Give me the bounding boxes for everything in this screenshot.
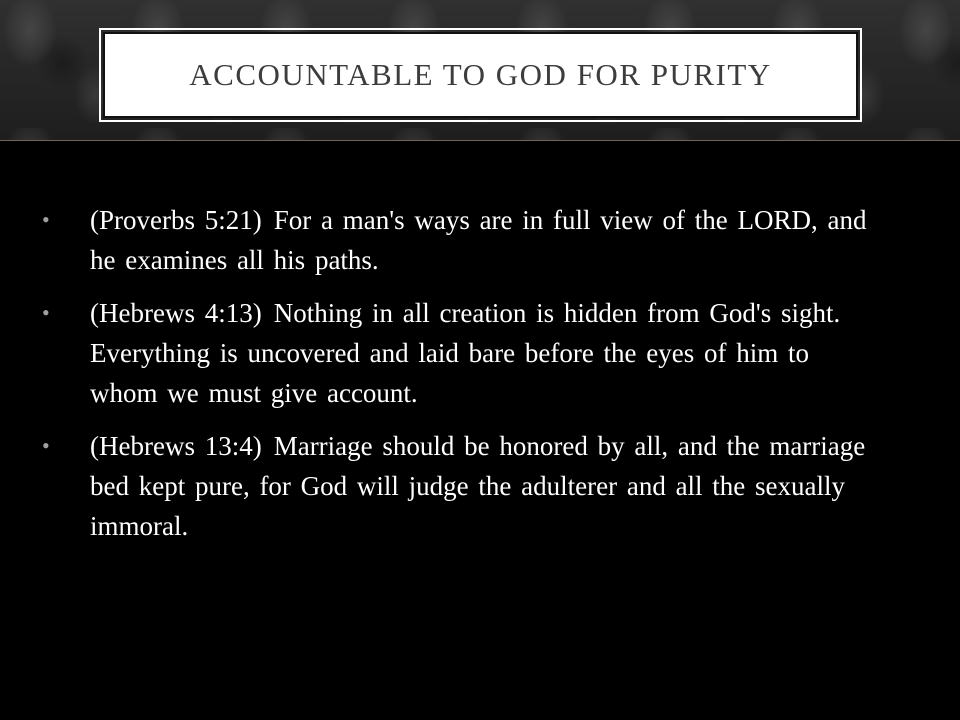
bullet-item-hebrews-4-13	[40, 293, 870, 413]
bullet-list	[40, 200, 870, 559]
bullet-dot-icon: •	[42, 207, 50, 232]
scripture-reference: (Hebrews 13:4)	[90, 431, 262, 461]
bullet-item-hebrews-13-4	[40, 426, 870, 546]
title-box	[103, 32, 858, 118]
scripture-text: Marriage should be honored by all, and the marriage bed kept pure, for God will judge the adulterer and all the sexually immoral.	[90, 431, 866, 541]
scripture-reference: (Proverbs 5:21)	[90, 205, 262, 235]
bullet-dot-icon: •	[42, 300, 50, 325]
bullet-dot-icon: •	[42, 433, 50, 458]
bullet-item-proverbs-5-21	[40, 200, 870, 280]
scripture-reference: (Hebrews 4:13)	[90, 298, 262, 328]
scripture-text: Nothing in all creation is hidden from God's sight. Everything is uncovered and laid bare before the eyes of him to whom we must give account.	[90, 298, 841, 408]
scripture-text: For a man's ways are in full view of the LORD, and he examines all his paths.	[90, 205, 867, 275]
banner-divider	[0, 140, 960, 141]
slide-title: ACCOUNTABLE TO GOD FOR PURITY	[189, 57, 772, 92]
